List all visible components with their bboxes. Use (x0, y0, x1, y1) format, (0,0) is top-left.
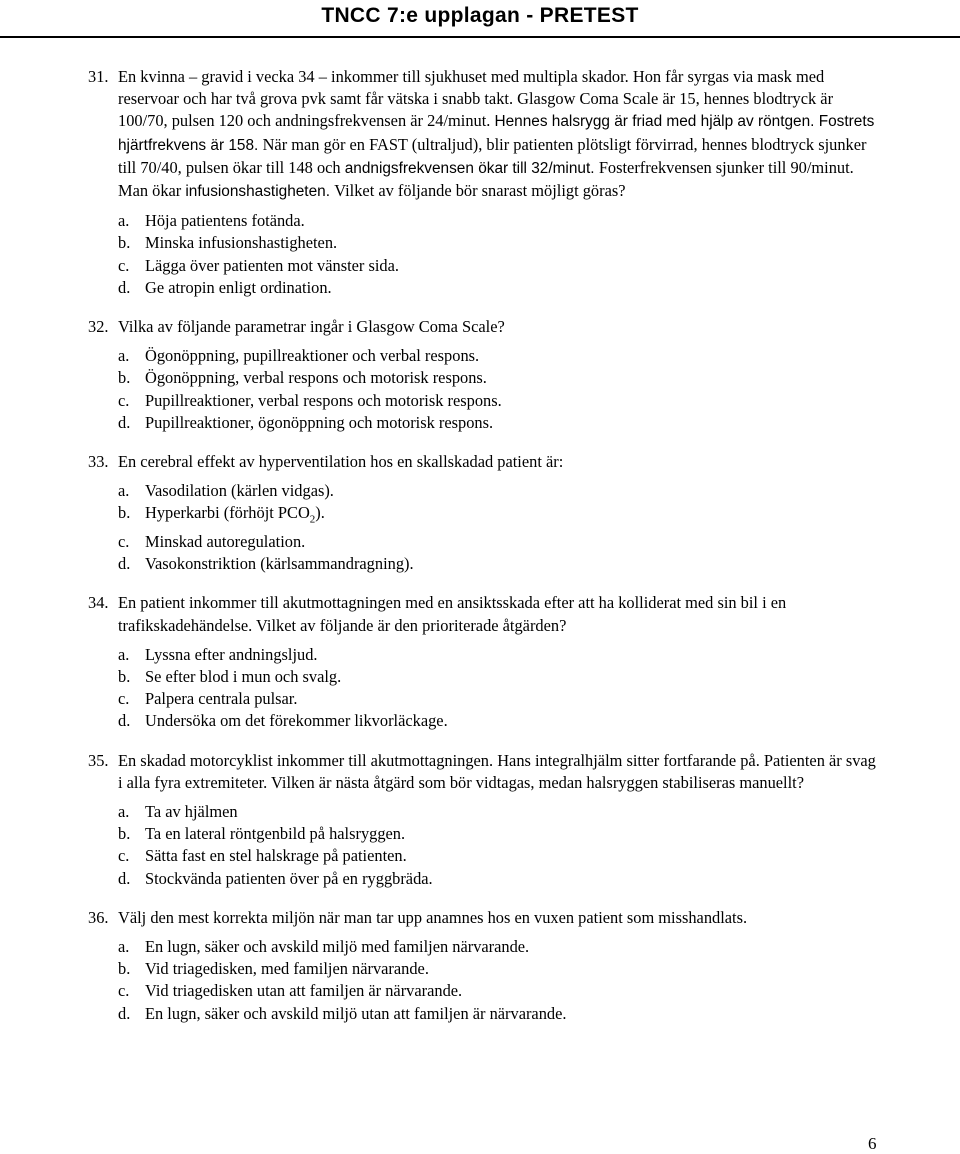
answer-option-a: a. Ögonöppning, pupillreaktioner och verbal respons. (118, 346, 480, 366)
answer-option-d: d. Vasokonstriktion (kärlsammandragning). (118, 554, 414, 574)
question-31 (88, 66, 878, 299)
question-number: 36. (88, 907, 109, 927)
answer-option-c: c. Minskad autoregulation. (118, 531, 306, 551)
answer-option-b: b. Minska infusionshastigheten. (118, 233, 338, 253)
answer-options (88, 345, 878, 434)
answer-option-b: b. Vid triagedisken, med familjen närvarande. (118, 959, 429, 979)
question-text: En kvinna – gravid i vecka 34 – inkommer till sjukhuset med multipla skador. Hon får syrgas via mask med reservoar och har två grova pvk samt får vätska i snabb takt. Glasgow Coma Scale är 15, hennes blodtryck är 100/70, pulsen 120 och andningsfrekvensen är 24/minut. Hennes halsrygg är friad med hjälp av röntgen. Fostrets hjärtfrekvens är 158. När man gör en FAST (ultraljud), blir patienten plötsligt förvirrad, hennes blodtryck sjunker till 70/40, pulsen ökar till 148 och andnigsfrekvensen ökar till 32/minut. Fosterfrekvensen sjunker till 90/minut. Man ökar infusionshastigheten. Vilket av följande bör snarast möjligt göras? (118, 67, 875, 201)
question-list (88, 66, 878, 1042)
question-text: Välj den mest korrekta miljön när man tar upp anamnes hos en vuxen patient som misshandlats. (118, 907, 748, 927)
question-text: En skadad motorcyklist inkommer till akutmottagningen. Hans integralhjälm sitter fortfarande på. Patienten är svag i alla fyra extremiteter. Vilken är nästa åtgärd som bör vidtagas, medan halsryggen stabiliseras manuellt? (118, 750, 876, 792)
answer-option-a: a. Vasodilation (kärlen vidgas). (118, 481, 334, 501)
question-number: 33. (88, 452, 109, 472)
question-text: En patient inkommer till akutmottagningen med en ansiktsskada efter att ha kolliderat med sin bil i en trafikskadehändelse. Vilket av följande är den prioriterade åtgärden? (118, 593, 787, 635)
answer-option-d: d. Stockvända patienten över på en ryggbräda. (118, 868, 433, 888)
answer-option-a: a. En lugn, säker och avskild miljö med familjen närvarande. (118, 936, 530, 956)
question-number: 34. (88, 593, 109, 613)
question-number: 31. (88, 67, 109, 86)
question-number: 35. (88, 750, 109, 770)
subscript-2: 2 (309, 513, 316, 526)
answer-options (88, 480, 878, 575)
answer-option-a: a. Lyssna efter andningsljud. (118, 644, 318, 664)
page-number: 6 (868, 1134, 877, 1153)
answer-option-b: b. Hyperkarbi (förhöjt $PCO_2$). (118, 503, 325, 526)
question-33 (88, 451, 878, 575)
answer-option-c: c. Sätta fast en stel halskrage på patienten. (118, 846, 407, 866)
question-36 (88, 907, 878, 1025)
page-header-title: TNCC 7:e upplagan - PRETEST (321, 4, 639, 27)
answer-option-b: b. Ta en lateral röntgenbild på halsryggen. (118, 824, 406, 844)
answer-option-d: d. Undersöka om det förekommer likvorläckage. (118, 711, 448, 731)
answer-option-c: c. Pupillreaktioner, verbal respons och motorisk respons. (118, 390, 502, 410)
answer-option-c: c. Lägga över patienten mot vänster sida. (118, 255, 399, 275)
question-35 (88, 750, 878, 890)
question-34 (88, 592, 878, 732)
question-text: Vilka av följande parametrar ingår i Glasgow Coma Scale? (118, 317, 505, 337)
answer-options (88, 936, 878, 1025)
answer-option-b: b. Ögonöppning, verbal respons och motorisk respons. (118, 368, 487, 388)
question-text: En cerebral effekt av hyperventilation hos en skallskadad patient är: (118, 452, 564, 472)
answer-option-d: d. En lugn, säker och avskild miljö utan att familjen är närvarande. (118, 1003, 567, 1023)
question-32 (88, 316, 878, 434)
answer-options (88, 644, 878, 733)
answer-option-c: c. Vid triagedisken utan att familjen är närvarande. (118, 981, 463, 1001)
answer-option-a: a. Ta av hjälmen (118, 801, 238, 821)
answer-option-d: d. Pupillreaktioner, ögonöppning och motorisk respons. (118, 412, 494, 432)
answer-option-b: b. Se efter blod i mun och svalg. (118, 666, 342, 686)
answer-option-d: d. Ge atropin enligt ordination. (118, 277, 332, 297)
answer-options (88, 210, 878, 299)
answer-options (88, 801, 878, 890)
answer-option-c: c. Palpera centrala pulsar. (118, 689, 298, 709)
question-number: 32. (88, 317, 109, 337)
header-divider (0, 36, 960, 38)
answer-option-a: a. Höja patientens fotända. (118, 211, 305, 231)
